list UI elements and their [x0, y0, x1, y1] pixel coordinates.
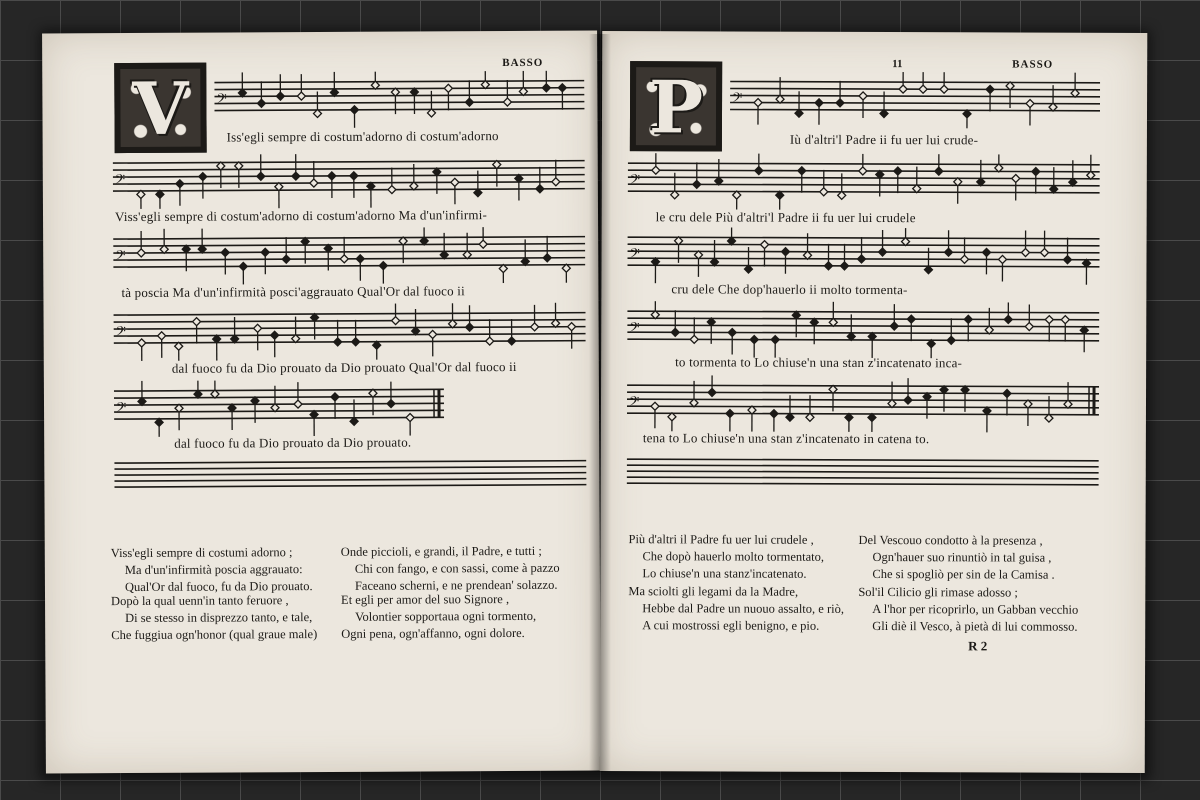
- staff-line: [113, 237, 585, 239]
- note-head: [1045, 316, 1053, 324]
- lyric-line: Iù d'altri'l Padre ii fu uer lui crude-: [789, 131, 979, 148]
- verse-line: Ma d'un'infirmità poscia aggrauato:: [124, 562, 303, 578]
- note-head: [276, 92, 284, 100]
- svg-text:𝄢: 𝄢: [629, 245, 640, 265]
- svg-text:𝄢: 𝄢: [629, 319, 640, 339]
- note-head: [690, 335, 698, 343]
- verse-line: Dopò la qual uenn'in tanto feruore ,: [111, 593, 289, 609]
- note-head: [947, 336, 955, 344]
- verse-line: Ogn'hauer suo rinuntiò in tal guisa ,: [872, 549, 1052, 565]
- staff-line: [627, 471, 1099, 473]
- empty-staff: [627, 455, 1099, 493]
- verse-line: Che dopò hauerlo molto tormentato,: [642, 549, 825, 564]
- note-head: [904, 396, 912, 404]
- verse-line: Ma sciolti gli legami da la Madre,: [628, 584, 799, 599]
- decorated-initial-left: [114, 63, 206, 153]
- svg-text:𝄢: 𝄢: [114, 171, 126, 191]
- svg-text:𝄢: 𝄢: [628, 393, 640, 413]
- svg-text:𝄢: 𝄢: [115, 247, 126, 267]
- note-head: [755, 167, 763, 175]
- verse-stanza: [628, 531, 824, 583]
- staff-line: [214, 109, 584, 111]
- initial-letter-left: V: [132, 65, 189, 151]
- staff-line: [628, 237, 1100, 239]
- note-head: [254, 324, 262, 332]
- note-head: [137, 249, 145, 257]
- music-staff: [113, 303, 585, 361]
- staff-line: [214, 88, 584, 90]
- note-head: [568, 323, 576, 331]
- note-head: [1022, 249, 1030, 257]
- note-head: [726, 409, 734, 417]
- note-head: [761, 241, 769, 249]
- verse-line: Onde piccioli, e grandi, il Padre, e tutti ;: [340, 543, 542, 559]
- staff-line: [628, 163, 1100, 165]
- staff-line: [627, 332, 1099, 334]
- verse-stanza: [111, 544, 313, 596]
- note-head: [138, 339, 146, 347]
- staff-line: [730, 102, 1100, 103]
- staff-line: [114, 485, 586, 487]
- note-head: [998, 255, 1006, 263]
- note-head: [1061, 316, 1069, 324]
- note-head: [693, 180, 701, 188]
- staff-line: [627, 459, 1099, 461]
- note-head: [859, 167, 867, 175]
- note-head: [1026, 100, 1034, 108]
- note-head: [1003, 389, 1011, 397]
- verse-line: Che si spogliò per sin de la Camisa .: [872, 566, 1055, 582]
- svg-text:𝄢: 𝄢: [115, 399, 127, 419]
- note-head: [340, 255, 348, 263]
- staff-line: [628, 177, 1100, 179]
- staff-line: [730, 88, 1100, 89]
- note-head: [899, 85, 907, 93]
- note-head: [782, 248, 790, 256]
- verse-line: Volontier sopportaua ogni tormento,: [355, 608, 537, 624]
- staff-line: [730, 109, 1100, 110]
- left-running-head: BASSO: [502, 56, 544, 70]
- note-head: [815, 99, 823, 107]
- note-head: [479, 240, 487, 248]
- note-head: [890, 322, 898, 330]
- note-head: [297, 92, 305, 100]
- music-staff: [113, 151, 585, 209]
- note-head: [964, 315, 972, 323]
- lyric-line: tena to Lo chiuse'n una stan z'incatenato in catena to.: [642, 430, 930, 447]
- staff-line: [627, 483, 1099, 485]
- note-head: [531, 323, 539, 331]
- note-head: [940, 85, 948, 93]
- note-head: [257, 99, 265, 107]
- note-head: [221, 248, 229, 256]
- svg-text:𝄢: 𝄢: [629, 171, 641, 191]
- note-head: [750, 336, 758, 344]
- staff-line: [214, 81, 584, 83]
- note-head: [552, 178, 560, 186]
- verse-line: Gli diè il Vesco, à pietà di lui commosso.: [872, 618, 1078, 634]
- note-head: [257, 172, 265, 180]
- note-head: [1032, 168, 1040, 176]
- note-head: [542, 84, 550, 92]
- lyric-line: dal fuoco fu da Dio prouato da Dio prouato.: [174, 434, 412, 451]
- staff-line: [114, 473, 586, 475]
- note-head: [771, 336, 779, 344]
- left-page: [42, 31, 601, 774]
- note-head: [907, 315, 915, 323]
- note-head: [754, 99, 762, 107]
- note-head: [536, 185, 544, 193]
- staff-line: [114, 479, 586, 481]
- lyric-line: cru dele Che dop'hauerlo ii molto tormenta-: [671, 281, 908, 298]
- verse-line: Lo chiuse'n una stanz'incatenato.: [642, 566, 807, 581]
- note-head: [894, 167, 902, 175]
- note-head: [158, 332, 166, 340]
- staff-line: [113, 168, 585, 170]
- note-head: [652, 166, 660, 174]
- note-head: [486, 337, 494, 345]
- note-head: [352, 338, 360, 346]
- verse-line: Di se stesso in disprezzo tanto, e tale,: [125, 610, 313, 626]
- verse-line: Del Vescouo condotto à la presenza ,: [858, 532, 1043, 548]
- note-head: [960, 255, 968, 263]
- folio-number: 11: [892, 58, 903, 71]
- note-head: [379, 262, 387, 270]
- note-head: [466, 323, 474, 331]
- staff-line: [627, 392, 1099, 394]
- staff-line: [627, 318, 1099, 320]
- note-head: [451, 178, 459, 186]
- verse-line: Viss'egli sempre di costumi adorno ;: [110, 545, 293, 561]
- staff-line: [113, 244, 585, 246]
- verse-line: A l'hor per ricoprirlo, un Gabban vecchio: [872, 601, 1079, 617]
- staff-line: [730, 95, 1100, 96]
- note-head: [728, 328, 736, 336]
- right-page: [600, 31, 1148, 773]
- verse-line: Faceano scherni, e ne prendean' solazzo.: [354, 577, 558, 593]
- staff-line: [627, 477, 1099, 479]
- note-head: [1004, 315, 1012, 323]
- staff-line: [113, 189, 585, 191]
- music-staff: [214, 71, 584, 129]
- staff-line: [214, 95, 584, 97]
- verse-line: Che fuggiua ogn'honor (qual graue male): [111, 627, 318, 643]
- note-head: [282, 255, 290, 263]
- verse-line: Hebbe dal Padre un nuouo assalto, e riò,: [642, 601, 844, 616]
- note-head: [292, 172, 300, 180]
- note-head: [406, 414, 414, 422]
- staff-line: [114, 467, 586, 469]
- note-head: [193, 318, 201, 326]
- verse-stanza: [858, 532, 1054, 584]
- note-head: [983, 248, 991, 256]
- note-head: [543, 254, 551, 262]
- note-head: [350, 106, 358, 114]
- lyric-line: tà poscia Ma d'un'infirmità posci'aggrauato Qual'Or dal fuoco ii: [121, 283, 465, 301]
- staff-line: [113, 175, 585, 177]
- staff-line: [214, 102, 584, 104]
- svg-text:𝄢: 𝄢: [732, 89, 743, 109]
- note-head: [199, 173, 207, 181]
- note-head: [465, 98, 473, 106]
- staff-line: [627, 385, 1099, 387]
- staff-line: [114, 389, 444, 391]
- note-head: [671, 328, 679, 336]
- note-head: [770, 410, 778, 418]
- note-head: [986, 85, 994, 93]
- note-head: [429, 330, 437, 338]
- note-head: [176, 180, 184, 188]
- note-head: [261, 248, 269, 256]
- verse-line: Chi con fango, e con sassi, come à pazzo: [354, 560, 560, 576]
- note-head: [387, 400, 395, 408]
- lyric-line: dal fuoco fu da Dio prouato da Dio prouato Qual'Or dal fuoco ii: [171, 358, 517, 376]
- note-head: [840, 262, 848, 270]
- svg-text:𝄢: 𝄢: [216, 90, 227, 110]
- note-head: [708, 388, 716, 396]
- note-head: [310, 179, 318, 187]
- staff-line: [114, 334, 586, 336]
- note-head: [508, 337, 516, 345]
- note-head: [328, 172, 336, 180]
- note-head: [1012, 174, 1020, 182]
- verse-line: Sol'il Cilicio gli rimase adosso ;: [858, 584, 1018, 600]
- book-gutter: [589, 34, 611, 772]
- note-head: [331, 393, 339, 401]
- signature-mark: R 2: [968, 638, 988, 654]
- staff-line: [114, 417, 444, 419]
- staff-line: [628, 191, 1100, 193]
- verse-stanza: [628, 583, 844, 635]
- note-head: [1025, 323, 1033, 331]
- note-head: [334, 338, 342, 346]
- staff-line: [730, 81, 1100, 82]
- staff-line: [114, 313, 586, 315]
- music-staff: [730, 71, 1100, 128]
- music-staff: [114, 379, 444, 437]
- note-head: [859, 92, 867, 100]
- note-head: [350, 172, 358, 180]
- verse-stanza: [341, 591, 536, 643]
- music-staff: [627, 301, 1099, 359]
- svg-text:𝄢: 𝄢: [115, 323, 126, 343]
- staff-line: [628, 244, 1100, 246]
- staff-line: [113, 265, 585, 267]
- lyric-line: to tormenta to Lo chiuse'n una stan z'incatenato inca-: [675, 354, 963, 371]
- staff-line: [114, 396, 444, 398]
- verse-stanza: [341, 543, 560, 595]
- note-head: [919, 85, 927, 93]
- music-staff: [627, 227, 1099, 285]
- staff-line: [113, 258, 585, 260]
- music-staff: [628, 153, 1100, 211]
- staff-line: [114, 461, 586, 463]
- note-head: [836, 99, 844, 107]
- lyric-line: Iss'egli sempre di costum'adorno di costum'adorno: [226, 128, 499, 145]
- lyric-line: le cru dele Più d'altri'l Padre ii fu uer lui crudele: [655, 209, 916, 226]
- music-staff: [627, 375, 1099, 433]
- verse-stanza: [858, 584, 1078, 636]
- staff-line: [114, 410, 444, 412]
- verse-line: Ogni pena, ogn'affanno, ogni dolore.: [341, 625, 525, 641]
- note-head: [798, 167, 806, 175]
- note-head: [392, 317, 400, 325]
- verse-stanza: [111, 592, 317, 644]
- right-running-head: BASSO: [1012, 58, 1054, 71]
- note-head: [388, 186, 396, 194]
- note-head: [935, 167, 943, 175]
- staff-line: [114, 327, 586, 329]
- staff-line: [627, 311, 1099, 313]
- note-head: [239, 262, 247, 270]
- verse-line: Più d'altri il Padre fu uer lui crudele ,: [628, 532, 814, 547]
- music-staff: [113, 227, 585, 285]
- verse-line: A cui mostrossi egli benigno, e pio.: [642, 618, 820, 633]
- note-head: [558, 84, 566, 92]
- decorated-initial-right: [630, 61, 722, 151]
- verse-line: Qual'Or dal fuoco, fu da Dio prouato.: [124, 579, 313, 595]
- note-head: [651, 402, 659, 410]
- note-head: [857, 255, 865, 263]
- note-head: [824, 262, 832, 270]
- note-head: [503, 98, 511, 106]
- initial-letter-right: P: [648, 63, 704, 149]
- note-head: [356, 255, 364, 263]
- note-head: [271, 331, 279, 339]
- note-head: [879, 248, 887, 256]
- note-head: [444, 84, 452, 92]
- staff-line: [627, 465, 1099, 467]
- note-head: [945, 248, 953, 256]
- verse-line: Et egli per amor del suo Signore ,: [340, 592, 510, 607]
- note-head: [294, 400, 302, 408]
- empty-staff: [114, 457, 586, 495]
- note-head: [1063, 256, 1071, 264]
- staff-line: [114, 320, 586, 322]
- staff-line: [113, 161, 585, 163]
- lyric-line: Viss'egli sempre di costum'adorno di costum'adorno Ma d'un'infirmi-: [114, 207, 488, 225]
- note-head: [1041, 249, 1049, 257]
- note-head: [820, 188, 828, 196]
